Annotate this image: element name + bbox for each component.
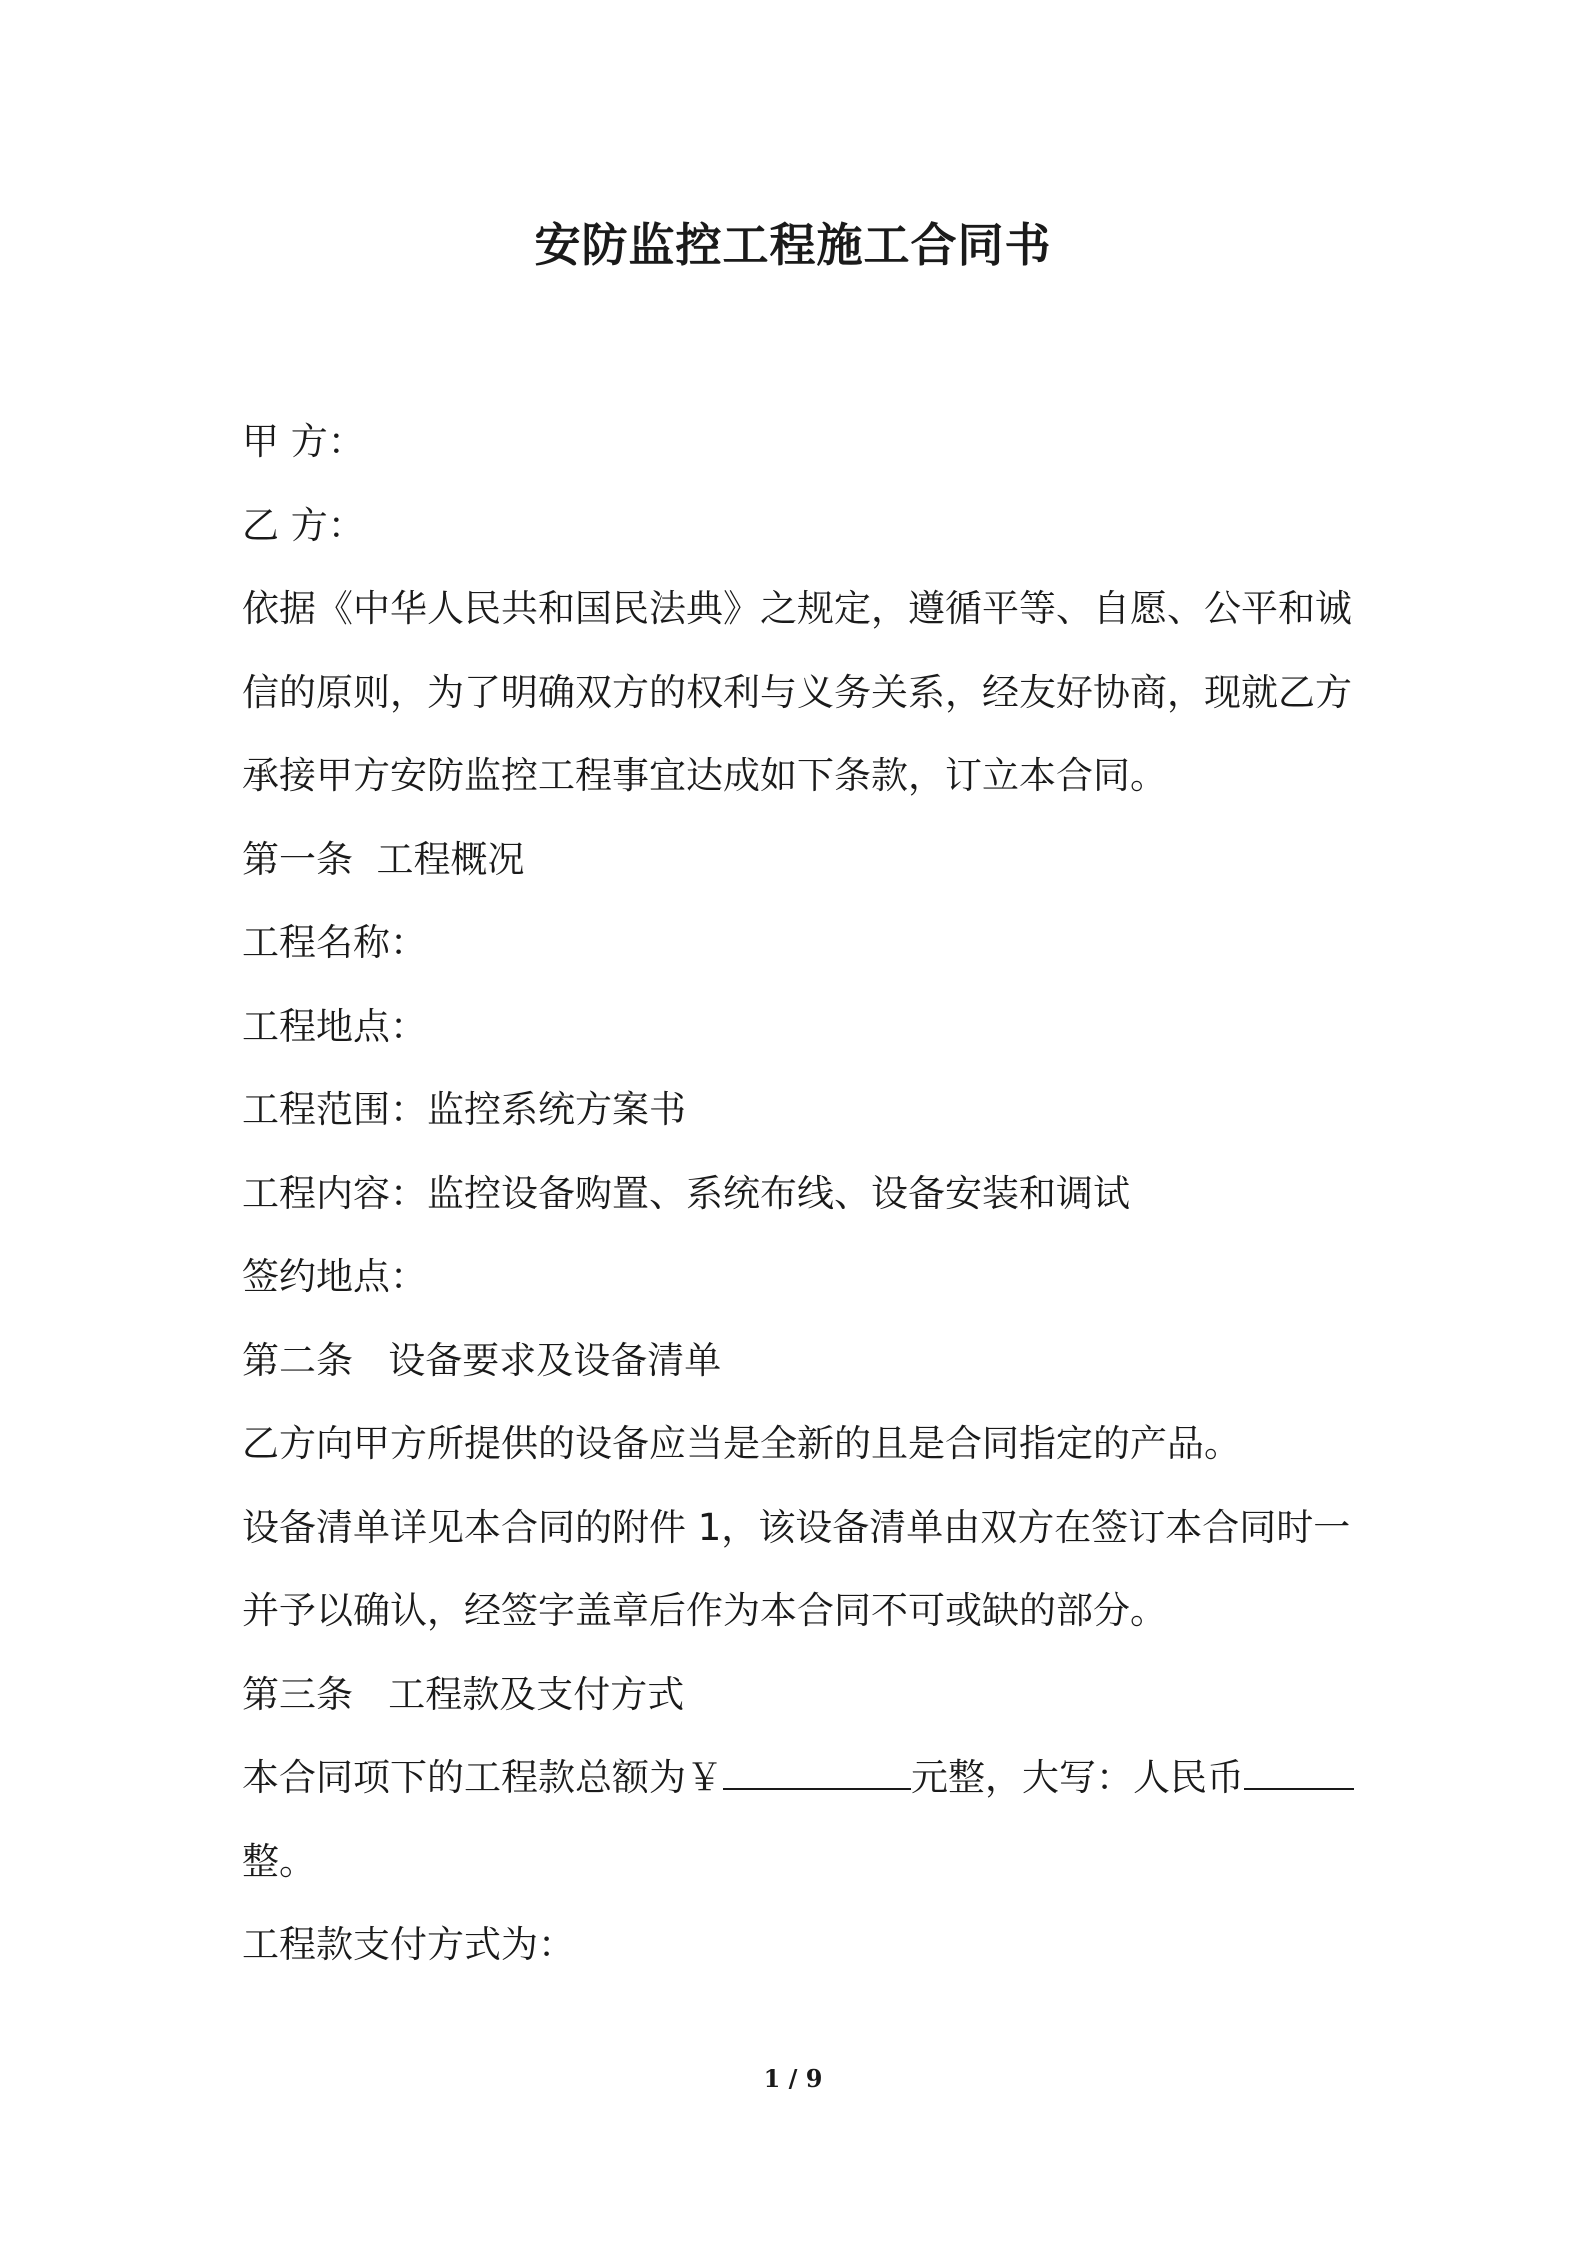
amount-line [242, 1736, 1362, 1820]
sign-place: 签约地点： [242, 1255, 427, 1298]
payment-method: 工程款支付方式为： [242, 1923, 575, 1966]
party-b: 乙 方： [242, 503, 365, 547]
article3-heading: 第三条 工程款及支付方式 [242, 1672, 685, 1716]
article2-heading: 第二条 设备要求及设备清单 [242, 1338, 722, 1382]
article2-para2-line1: 设备清单详见本合同的附件 1，该设备清单由双方在签订本合同时一 [242, 1505, 1351, 1549]
amount-prefix: 本合同项下的工程款总额为￥ [242, 1756, 723, 1799]
amount-middle: 元整，大写：人民币 [911, 1756, 1244, 1799]
intro-line-3: 承接甲方安防监控工程事宜达成如下条款，订立本合同。 [242, 754, 1167, 797]
party-a: 甲 方： [242, 420, 365, 463]
project-location: 工程地点： [242, 1004, 427, 1048]
project-content: 工程内容：监控设备购置、系统布线、设备安装和调试 [242, 1171, 1130, 1215]
page-number: 1 / 9 [763, 2064, 823, 2093]
amount-suffix: 整。 [242, 1839, 316, 1883]
article2-para2-line2: 并予以确认，经签字盖章后作为本合同不可或缺的部分。 [242, 1589, 1167, 1632]
intro-line-2: 信的原则，为了明确双方的权利与义务关系，经友好协商，现就乙方 [242, 670, 1352, 714]
document-body [242, 400, 1362, 1987]
article1-heading: 第一条 工程概况 [242, 837, 525, 881]
article2-para1: 乙方向甲方所提供的设备应当是全新的且是合同指定的产品。 [242, 1422, 1241, 1465]
intro-line-1: 依据《中华人民共和国民法典》之规定，遵循平等、自愿、公平和诚 [242, 587, 1352, 630]
project-name: 工程名称： [242, 921, 427, 964]
amount-blank[interactable] [723, 1742, 911, 1790]
rmb-blank[interactable] [1244, 1742, 1354, 1790]
project-scope: 工程范围：监控系统方案书 [242, 1088, 686, 1131]
document-title: 安防监控工程施工合同书 [534, 218, 1052, 272]
